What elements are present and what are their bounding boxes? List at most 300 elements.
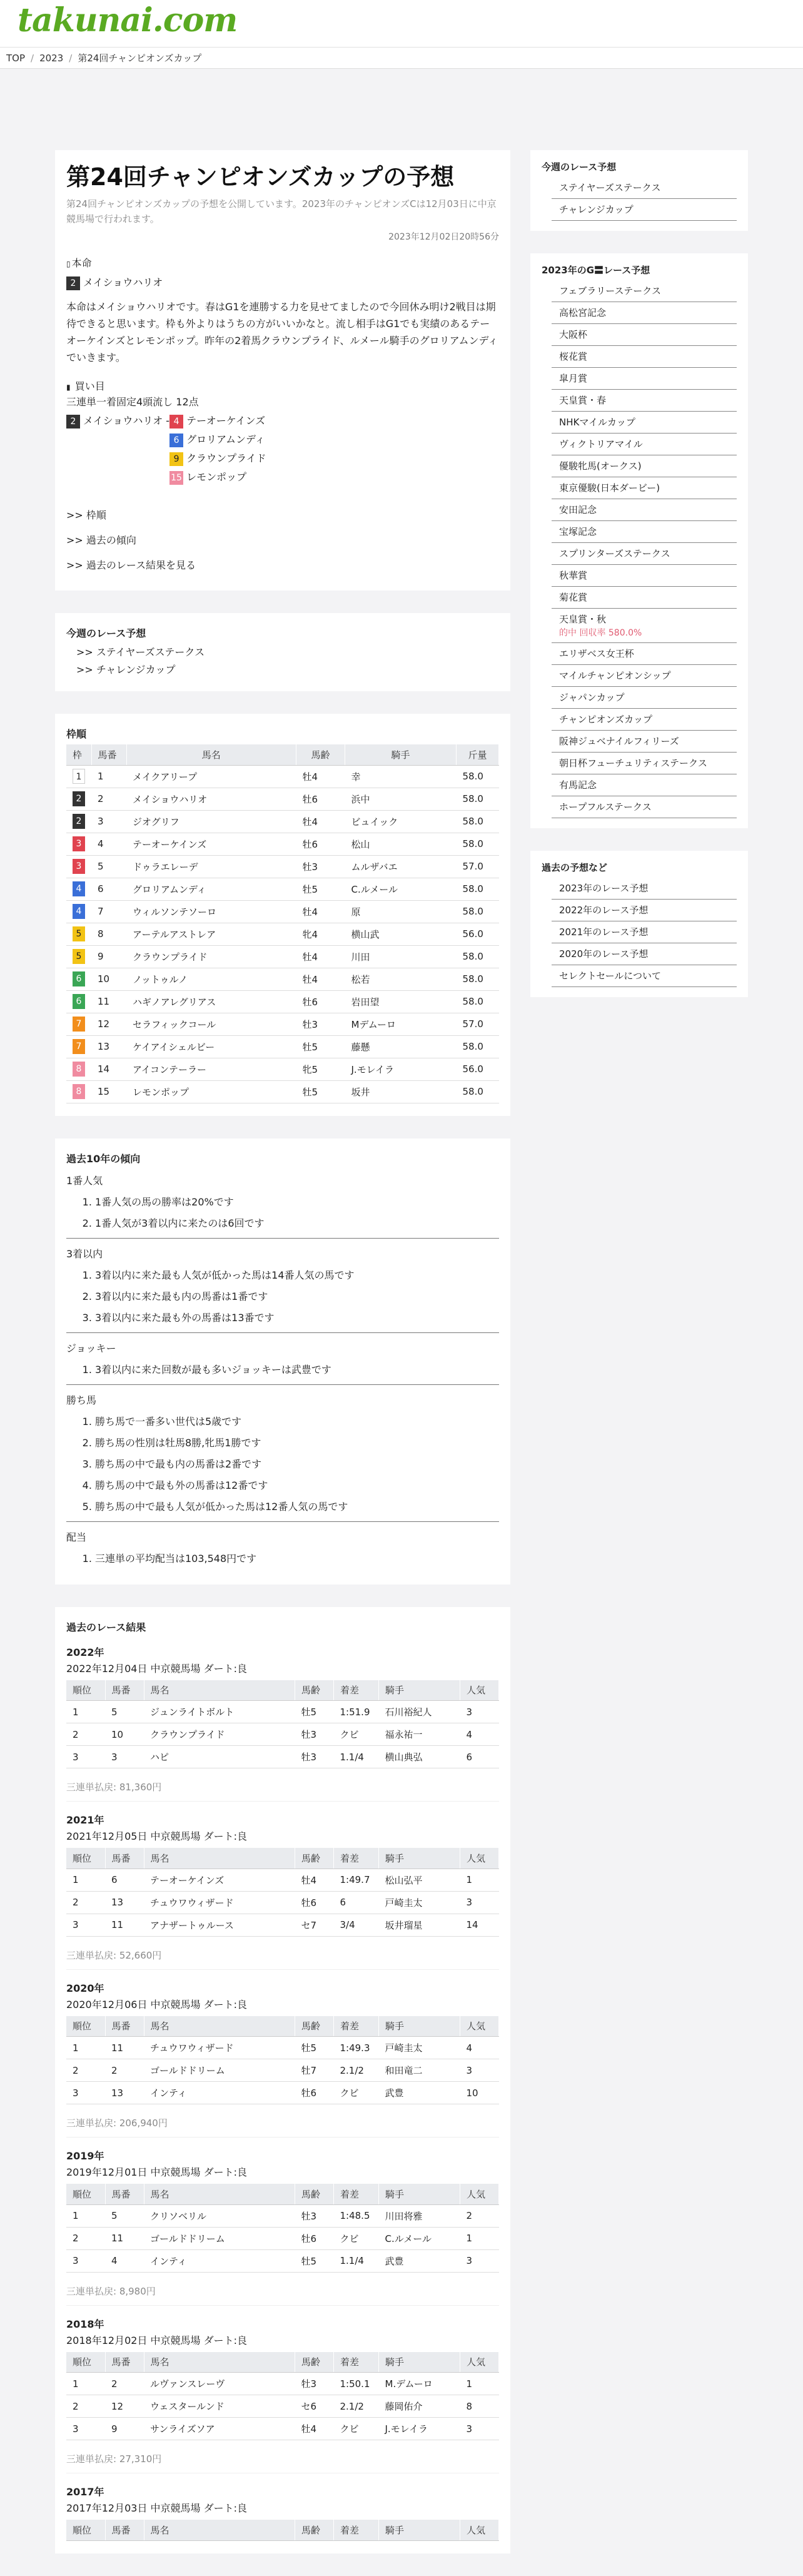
result-info: 2019年12月01日 中京競馬場 ダート:良 [66, 2166, 248, 2178]
result-row [66, 1723, 499, 1746]
entries-table [66, 744, 499, 1103]
horse-age: 牡4 [296, 945, 345, 968]
link-trends[interactable]: >> 過去の傾向 [66, 534, 136, 546]
horse-name: テーオーケインズ [126, 833, 296, 855]
result-cell: 3/4 [334, 1914, 379, 1936]
waku-cell [66, 788, 91, 810]
entry-row [66, 1080, 499, 1103]
breadcrumb-top[interactable]: TOP [6, 53, 26, 64]
entry-row [66, 765, 499, 788]
jockey: 浜中 [345, 788, 457, 810]
sidebar-g1-item-link[interactable]: マイルチャンピオンシップ [559, 670, 671, 681]
result-cell: 牡3 [295, 1723, 334, 1746]
result-cell: 坂井瑠星 [379, 1914, 460, 1936]
result-cell: 戸崎圭太 [379, 2037, 460, 2059]
sidebar-g1-item-link[interactable]: ジャパンカップ [559, 692, 625, 703]
horse-number-badge: 2 [66, 276, 80, 290]
col-header: 順位 [66, 2352, 105, 2373]
hit-badge: 的中 回収率 580.0% [559, 628, 642, 638]
result-header-row [66, 2184, 499, 2204]
weekly-link-challenge[interactable]: >> チャレンジカップ [76, 664, 176, 676]
result-table [66, 2520, 499, 2541]
trend-heading: 配当 [66, 1531, 87, 1543]
entry-row [66, 788, 499, 810]
weight: 57.0 [457, 1013, 499, 1035]
result-cell: 1 [460, 2373, 499, 2395]
result-header-row [66, 1680, 499, 1701]
col-header: 人気 [460, 1680, 499, 1701]
sidebar-g1-item-link[interactable]: 天皇賞・春 [559, 395, 607, 406]
sidebar-past-item-link[interactable]: 2021年のレース予想 [559, 926, 649, 938]
sidebar-g1-item[interactable] [552, 774, 737, 796]
sidebar-weekly-title: 今週のレース予想 [542, 161, 617, 173]
col-header: 馬名 [144, 1848, 295, 1869]
sidebar-g1-item[interactable] [552, 368, 737, 390]
result-cell: 牡6 [295, 2227, 334, 2249]
sidebar-g1-item[interactable] [552, 565, 737, 587]
jockey: ムルザバエ [345, 855, 457, 878]
waku-cell [66, 945, 91, 968]
col-header: 騎手 [379, 2016, 460, 2037]
result-payout: 三連単払戻: 8,980円 [66, 2285, 156, 2297]
sidebar-g1-item[interactable] [552, 687, 737, 709]
jockey: 藤懸 [345, 1035, 457, 1058]
result-cell: 5 [105, 2204, 144, 2227]
result-cell: アナザートゥルース [144, 1914, 295, 1936]
col-header: 順位 [66, 2016, 105, 2037]
col-header: 着差 [334, 1680, 379, 1701]
divider [66, 2305, 499, 2306]
horse-name: メイクアリープ [126, 765, 296, 788]
result-cell: 6 [460, 1746, 499, 1768]
sidebar-g1-item-link[interactable]: 安田記念 [559, 504, 597, 515]
jockey: ビュイック [345, 810, 457, 833]
buy-combination [66, 412, 499, 487]
weight: 58.0 [457, 990, 499, 1013]
result-cell: 藤岡佑介 [379, 2395, 460, 2418]
sidebar-past [530, 851, 748, 997]
trend-heading: 1番人気 [66, 1174, 103, 1187]
sidebar-g1-item-link[interactable]: 有馬記念 [559, 779, 597, 791]
entry-row [66, 1035, 499, 1058]
site-logo[interactable]: takunai.com [18, 1, 238, 39]
result-cell: 2 [66, 2227, 105, 2249]
col-header: 馬齢 [295, 2352, 334, 2373]
weight: 58.0 [457, 1080, 499, 1103]
sidebar-weekly-item-link[interactable]: ステイヤーズステークス [559, 182, 661, 193]
jockey: 川田 [345, 945, 457, 968]
trend-item: 1. 三連単の平均配当は103,548円です [95, 1548, 499, 1569]
result-row [66, 1891, 499, 1914]
sidebar-past-item-link[interactable]: 2020年のレース予想 [559, 948, 649, 960]
waku-badge: 6 [73, 971, 85, 986]
horse-name: クラウンプライド [126, 945, 296, 968]
trends-title: 過去10年の傾向 [66, 1152, 141, 1165]
result-payout: 三連単払戻: 206,940円 [66, 2117, 168, 2129]
result-cell: ハピ [144, 1746, 295, 1768]
entries-card [55, 714, 510, 1116]
result-cell: ゴールドドリーム [144, 2059, 295, 2082]
sidebar-g1-item[interactable] [552, 280, 737, 302]
weekly-card [55, 613, 510, 691]
article-lead: 第24回チャンピオンズカップの予想を公開しています。2023年のチャンピオンズCは12月03日に中京競馬場で行われます。 [66, 198, 497, 225]
sidebar-past-item-link[interactable]: 2022年のレース予想 [559, 905, 649, 916]
sidebar-g1-item-link[interactable]: 天皇賞・秋 [559, 614, 607, 625]
trend-list [95, 1548, 499, 1569]
sidebar-g1-item[interactable] [552, 709, 737, 731]
sidebar-g1-item[interactable] [552, 753, 737, 774]
result-cell: 牡3 [295, 1746, 334, 1768]
sidebar-g1-item-link[interactable]: 秋華賞 [559, 570, 588, 581]
sidebar-g1-item[interactable] [552, 643, 737, 665]
jockey: 松若 [345, 968, 457, 990]
sidebar-g1-item-link[interactable]: 東京優駿(日本ダービー) [559, 482, 660, 494]
result-cell: 13 [105, 1891, 144, 1914]
col-header: 馬名 [144, 2520, 295, 2540]
sidebar-weekly-item-link[interactable]: チャレンジカップ [559, 204, 634, 215]
result-cell: 3 [66, 2418, 105, 2440]
result-cell: インティ [144, 2082, 295, 2104]
waku-cell [66, 833, 91, 855]
sidebar-past-item[interactable] [552, 965, 737, 987]
sidebar-g1-item[interactable] [552, 731, 737, 753]
result-cell: 武豊 [379, 2249, 460, 2272]
horse-number: 10 [91, 968, 126, 990]
result-row [66, 1746, 499, 1768]
page-title: 第24回チャンピオンズカップの予想 [66, 163, 455, 191]
col-header: 馬名 [144, 2352, 295, 2373]
trend-item: 1. 勝ち馬で一番多い世代は5歳です [95, 1411, 499, 1433]
weight: 58.0 [457, 788, 499, 810]
sidebar-g1-item-link[interactable]: 皐月賞 [559, 373, 588, 384]
horse-age: 牡5 [296, 1080, 345, 1103]
buy-partner: 9 クラウンプライド [169, 449, 266, 468]
sidebar-g1-item-link[interactable]: 菊花賞 [559, 592, 588, 603]
result-info: 2017年12月03日 中京競馬場 ダート:良 [66, 2502, 248, 2514]
result-cell: 10 [105, 1723, 144, 1746]
waku-cell [66, 990, 91, 1013]
horse-name: セラフィックコール [126, 1013, 296, 1035]
jockey: J.モレイラ [345, 1058, 457, 1080]
horse-age: 牡5 [296, 878, 345, 900]
horse-number: 6 [91, 878, 126, 900]
sidebar-g1-item-link[interactable]: エリザベス女王杯 [559, 648, 634, 659]
col-header: 騎手 [379, 1680, 460, 1701]
entry-row [66, 878, 499, 900]
weight: 58.0 [457, 833, 499, 855]
result-cell: 5 [105, 1701, 144, 1723]
result-row [66, 2249, 499, 2272]
sidebar-g1-item-link[interactable]: 高松宮記念 [559, 307, 607, 318]
result-cell: 11 [105, 2227, 144, 2249]
waku-badge: 8 [73, 1062, 85, 1077]
jockey: Mデムーロ [345, 1013, 457, 1035]
result-row [66, 2204, 499, 2227]
weight: 58.0 [457, 878, 499, 900]
divider [66, 1521, 499, 1522]
sidebar-g1-item[interactable] [552, 412, 737, 434]
sidebar-weekly-item[interactable] [552, 199, 737, 221]
result-cell: 11 [105, 2037, 144, 2059]
sidebar-g1-item[interactable] [552, 587, 737, 609]
honmei-heading: ▯ 本命 [66, 257, 92, 269]
result-row [66, 2082, 499, 2104]
sidebar-weekly [530, 150, 748, 231]
result-cell: 牡4 [295, 1869, 334, 1891]
entry-row [66, 833, 499, 855]
result-cell: クリソベリル [144, 2204, 295, 2227]
horse-number: 4 [91, 833, 126, 855]
result-cell: ウェスタールンド [144, 2395, 295, 2418]
jockey: 坂井 [345, 1080, 457, 1103]
jockey: 原 [345, 900, 457, 923]
col-header: 着差 [334, 1848, 379, 1869]
sidebar-g1-item[interactable] [552, 665, 737, 687]
result-info: 2020年12月06日 中京競馬場 ダート:良 [66, 1998, 248, 2011]
col-header: 馬名 [144, 2016, 295, 2037]
sidebar-past-item[interactable] [552, 943, 737, 965]
result-cell: ルヴァンスレーヴ [144, 2373, 295, 2395]
horse-name: メイショウハリオ [126, 788, 296, 810]
result-cell: 戸崎圭太 [379, 1891, 460, 1914]
result-cell: 3 [66, 2249, 105, 2272]
entry-row [66, 990, 499, 1013]
waku-cell [66, 900, 91, 923]
entry-row [66, 923, 499, 945]
result-cell: C.ルメール [379, 2227, 460, 2249]
waku-badge: 2 [73, 814, 85, 829]
result-cell: 牡6 [295, 2082, 334, 2104]
result-cell: 3 [66, 1914, 105, 1936]
horse-name: ウィルソンテソーロ [126, 900, 296, 923]
sidebar-g1-item[interactable] [552, 543, 737, 565]
horse-number: 8 [91, 923, 126, 945]
sidebar-g1-item[interactable] [552, 796, 737, 818]
sidebar-g1-item-link[interactable]: スプリンターズステークス [559, 548, 670, 559]
result-cell: 9 [105, 2418, 144, 2440]
sidebar-g1-item[interactable] [552, 390, 737, 412]
divider [66, 1238, 499, 1239]
breadcrumb-year[interactable]: 2023 [39, 53, 64, 64]
divider [66, 1801, 499, 1802]
sidebar-g1-item[interactable] [552, 477, 737, 499]
sidebar-g1-item-link[interactable]: 優駿牝馬(オークス) [559, 460, 642, 472]
sidebar-g1-item-link[interactable]: チャンピオンズカップ [559, 714, 652, 725]
col-header: 騎手 [379, 2352, 460, 2373]
horse-age: 牡4 [296, 810, 345, 833]
jockey: C.ルメール [345, 878, 457, 900]
weekly-link-stayers[interactable]: >> ステイヤーズステークス [76, 646, 205, 658]
result-cell: 1 [460, 2227, 499, 2249]
result-year: 2019年 [66, 2150, 104, 2162]
trend-heading: ジョッキー [66, 1342, 116, 1354]
sidebar-g1-item[interactable] [552, 324, 737, 346]
waku-cell [66, 765, 91, 788]
col-header: 馬名 [144, 2184, 295, 2204]
horse-number-badge: 2 [66, 415, 80, 428]
col-header: 斤量 [457, 744, 499, 765]
waku-badge: 5 [73, 949, 85, 964]
trend-list [95, 1192, 499, 1234]
sidebar-g1-item-link[interactable]: 阪神ジュベナイルフィリーズ [559, 736, 679, 747]
result-row [66, 2227, 499, 2249]
waku-cell [66, 855, 91, 878]
horse-age: 牡6 [296, 990, 345, 1013]
result-row [66, 1869, 499, 1891]
horse-age: 牡3 [296, 1013, 345, 1035]
results-title: 過去のレース結果 [66, 1621, 146, 1633]
entry-row [66, 945, 499, 968]
col-header: 馬番 [105, 2184, 144, 2204]
results-card [55, 1607, 510, 2553]
result-cell: 石川裕紀人 [379, 1701, 460, 1723]
result-cell: テーオーケインズ [144, 1869, 295, 1891]
col-header: 騎手 [379, 2184, 460, 2204]
ticket-icon: ▮ [66, 383, 71, 392]
horse-age: 牡6 [296, 833, 345, 855]
result-cell: 3 [460, 1701, 499, 1723]
sidebar-g1-item[interactable] [552, 434, 737, 455]
sidebar-g1-item[interactable] [552, 455, 737, 477]
col-header: 人気 [460, 2520, 499, 2540]
waku-cell [66, 1080, 91, 1103]
result-cell: 和田竜二 [379, 2059, 460, 2082]
result-year: 2020年 [66, 1982, 104, 1994]
result-cell: 福永祐一 [379, 1723, 460, 1746]
divider [66, 1969, 499, 1970]
result-cell: 2 [105, 2373, 144, 2395]
waku-cell [66, 968, 91, 990]
col-header: 人気 [460, 1848, 499, 1869]
section-links [66, 503, 499, 578]
col-header: 順位 [66, 2520, 105, 2540]
sidebar-g1-item-link[interactable]: ヴィクトリアマイル [559, 439, 643, 450]
col-header: 着差 [334, 2352, 379, 2373]
col-header: 着差 [334, 2016, 379, 2037]
result-cell: 2 [66, 2395, 105, 2418]
sidebar-g1-item[interactable] [552, 302, 737, 324]
result-cell: 牡4 [295, 2418, 334, 2440]
result-payout: 三連単払戻: 27,310円 [66, 2453, 162, 2465]
horse-number: 14 [91, 1058, 126, 1080]
col-header: 馬番 [105, 2520, 144, 2540]
result-header-row [66, 2016, 499, 2037]
jockey: 横山武 [345, 923, 457, 945]
weight: 57.0 [457, 855, 499, 878]
result-cell: 松山弘平 [379, 1869, 460, 1891]
horse-number-badge: 9 [169, 452, 183, 466]
horse-icon: ▯ [66, 260, 71, 268]
sidebar-g1-item-link[interactable]: 宝塚記念 [559, 526, 597, 537]
trend-item: 1. 1番人気の馬の勝率は20%です [95, 1192, 499, 1213]
col-header: 枠 [66, 744, 91, 765]
sidebar-weekly-item[interactable] [552, 177, 737, 199]
col-header: 馬番 [105, 1680, 144, 1701]
sidebar-g1-item-link[interactable]: NHKマイルカップ [559, 417, 635, 428]
result-cell: 2 [66, 2059, 105, 2082]
col-header: 騎手 [379, 2520, 460, 2540]
sidebar-g1-item-link[interactable]: ホープフルステークス [559, 801, 652, 813]
result-cell: 牡5 [295, 2249, 334, 2272]
jockey: 幸 [345, 765, 457, 788]
link-results[interactable]: >> 過去のレース結果を見る [66, 559, 196, 571]
sidebar-past-title: 過去の予想など [542, 862, 608, 873]
prediction-card [55, 150, 510, 591]
col-header: 人気 [460, 2352, 499, 2373]
result-cell: 1 [66, 2037, 105, 2059]
col-header: 順位 [66, 2184, 105, 2204]
sidebar-g1-item[interactable] [552, 499, 737, 521]
link-entries[interactable]: >> 枠順 [66, 509, 106, 521]
col-header: 馬齢 [295, 1680, 334, 1701]
entry-row [66, 855, 499, 878]
weight: 58.0 [457, 810, 499, 833]
sidebar-g1-item[interactable] [552, 609, 737, 643]
result-cell: 4 [460, 1723, 499, 1746]
result-cell: インティ [144, 2249, 295, 2272]
result-cell: 1 [460, 1869, 499, 1891]
result-cell: サンライズソア [144, 2418, 295, 2440]
sidebar-g1-item-link[interactable]: 朝日杯フューチュリティステークス [559, 758, 707, 769]
result-row [66, 1914, 499, 1936]
sidebar-g1-item[interactable] [552, 521, 737, 543]
result-cell: 10 [460, 2082, 499, 2104]
horse-number: 5 [91, 855, 126, 878]
result-year: 2018年 [66, 2318, 104, 2330]
result-cell: 13 [105, 2082, 144, 2104]
waku-cell [66, 1058, 91, 1080]
breadcrumb: TOP / 2023 / 第24回チャンピオンズカップ [0, 48, 803, 69]
sidebar-past-item[interactable] [552, 878, 737, 900]
waku-badge: 1 [73, 769, 85, 784]
result-cell: 2.1/2 [334, 2059, 379, 2082]
result-row [66, 2395, 499, 2418]
result-cell: クビ [334, 2082, 379, 2104]
col-header: 馬名 [126, 744, 296, 765]
sidebar-g1-item-link[interactable]: フェブラリーステークス [559, 285, 662, 297]
sidebar-past-item[interactable] [552, 900, 737, 921]
result-cell: 1 [66, 1869, 105, 1891]
buy-heading: ▮ 買い目 [66, 380, 105, 392]
trend-item: 1. 3着以内に来た回数が最も多いジョッキーは武豊です [95, 1359, 499, 1381]
entry-row [66, 900, 499, 923]
result-table [66, 2184, 499, 2273]
result-cell: 6 [334, 1891, 379, 1914]
result-cell: M.デムーロ [379, 2373, 460, 2395]
result-cell: ジュンライトボルト [144, 1701, 295, 1723]
col-header: 順位 [66, 1680, 105, 1701]
result-cell: 1 [66, 2373, 105, 2395]
horse-name: ジオグリフ [126, 810, 296, 833]
sidebar-g1-item[interactable] [552, 346, 737, 368]
col-header: 馬齢 [295, 2184, 334, 2204]
waku-badge: 2 [73, 791, 85, 806]
horse-number: 13 [91, 1035, 126, 1058]
horse-name: グロリアムンディ [126, 878, 296, 900]
sidebar-g1-title: 2023年のG〓レース予想 [542, 265, 650, 276]
waku-cell [66, 1013, 91, 1035]
sidebar-past-item-link[interactable]: 2023年のレース予想 [559, 883, 649, 894]
sidebar-g1-item-link[interactable]: 大阪杯 [559, 329, 588, 340]
prediction-comment: 本命はメイショウハリオです。春はG1を連勝する力を見せてましたので今回休み明け2戦目は期待できると思います。枠も外よりはうちの方がいいかなと。流し相手はG1でも実績のあるテーオーケインズとレモンポップ。昨年の2着馬クラウンプライド、ルメール騎手のグロリアムンディでいきます。 [66, 301, 498, 363]
sidebar-past-item[interactable] [552, 921, 737, 943]
sidebar-past-item-link[interactable]: セレクトセールについて [559, 970, 662, 981]
horse-age: 牡4 [296, 900, 345, 923]
col-header: 順位 [66, 1848, 105, 1869]
horse-age: 牡5 [296, 1035, 345, 1058]
sidebar-g1-item-link[interactable]: 桜花賞 [559, 351, 588, 362]
result-payout: 三連単払戻: 52,660円 [66, 1949, 162, 1961]
